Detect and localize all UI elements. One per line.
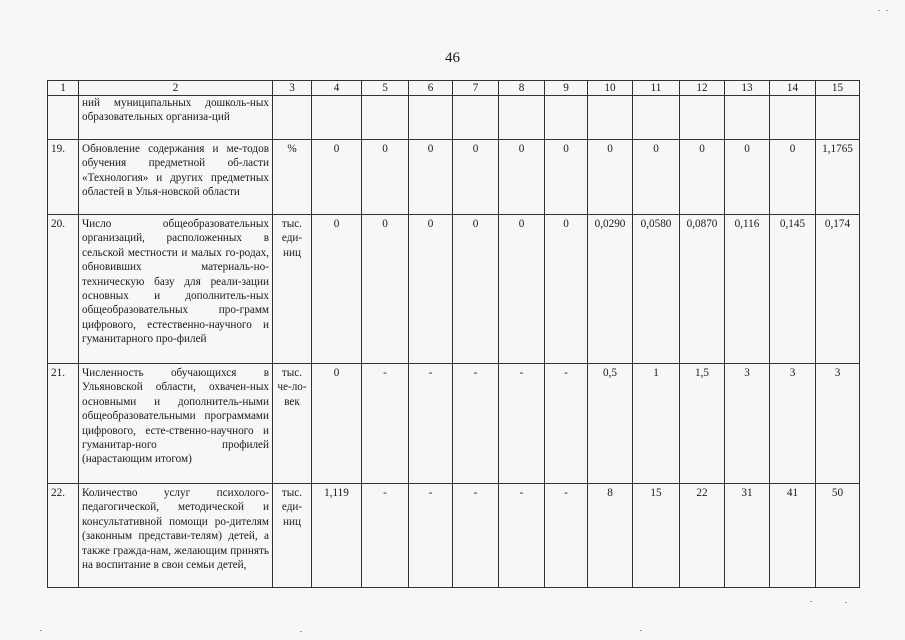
column-header-6: 6 xyxy=(409,81,453,96)
value-cell: 0,145 xyxy=(770,215,816,364)
value-cell: 41 xyxy=(770,484,816,588)
scan-speck xyxy=(40,630,42,631)
column-header-4: 4 xyxy=(312,81,362,96)
value-cell: 0 xyxy=(770,140,816,215)
column-header-11: 11 xyxy=(633,81,680,96)
value-cell xyxy=(499,96,545,140)
value-cell xyxy=(588,96,633,140)
value-cell xyxy=(725,96,770,140)
page-number: 46 xyxy=(445,50,460,66)
scan-speck xyxy=(845,602,847,603)
value-cell: 3 xyxy=(725,364,770,484)
unit-cell xyxy=(273,96,312,140)
value-cell xyxy=(633,96,680,140)
unit-cell: тыс. еди-ниц xyxy=(273,484,312,588)
value-cell: - xyxy=(409,484,453,588)
value-cell xyxy=(409,96,453,140)
value-cell: 0 xyxy=(312,364,362,484)
value-cell: 0 xyxy=(453,140,499,215)
value-cell: 8 xyxy=(588,484,633,588)
value-cell: - xyxy=(499,364,545,484)
column-header-7: 7 xyxy=(453,81,499,96)
unit-cell: тыс. еди-ниц xyxy=(273,215,312,364)
table-row xyxy=(48,96,860,140)
value-cell: 0 xyxy=(362,215,409,364)
value-cell: - xyxy=(545,364,588,484)
value-cell: 1,119 xyxy=(312,484,362,588)
value-cell: 0 xyxy=(725,140,770,215)
header-row xyxy=(48,81,860,96)
value-cell xyxy=(312,96,362,140)
column-header-5: 5 xyxy=(362,81,409,96)
value-cell: 1 xyxy=(633,364,680,484)
row-number xyxy=(48,96,79,140)
table-row xyxy=(48,484,860,588)
value-cell: - xyxy=(362,484,409,588)
value-cell: - xyxy=(545,484,588,588)
value-cell xyxy=(680,96,725,140)
column-header-1: 1 xyxy=(48,81,79,96)
column-header-15: 15 xyxy=(816,81,860,96)
value-cell: 0 xyxy=(312,215,362,364)
column-header-13: 13 xyxy=(725,81,770,96)
value-cell: 3 xyxy=(770,364,816,484)
scan-speck xyxy=(640,630,642,631)
value-cell: 0 xyxy=(545,215,588,364)
indicator-description: Число общеобразовательных организаций, расположенных в сельской местности и малых го-родах, обновивших материаль-но-техническую базу для реали-зации основных и дополнитель-ных общеобразовательных про-грамм цифрового, естественно-научного и гуманитарного про-филей xyxy=(79,215,273,364)
value-cell: 0 xyxy=(409,140,453,215)
value-cell: 1,1765 xyxy=(816,140,860,215)
row-number: 19. xyxy=(48,140,79,215)
value-cell xyxy=(453,96,499,140)
value-cell: - xyxy=(453,364,499,484)
value-cell: 0,0870 xyxy=(680,215,725,364)
value-cell: 0 xyxy=(409,215,453,364)
value-cell: 15 xyxy=(633,484,680,588)
value-cell: - xyxy=(362,364,409,484)
value-cell: - xyxy=(499,484,545,588)
scan-speck xyxy=(810,601,812,602)
unit-cell: тыс. че-ло-век xyxy=(273,364,312,484)
value-cell: 31 xyxy=(725,484,770,588)
value-cell: 0,116 xyxy=(725,215,770,364)
scan-speck xyxy=(300,631,302,632)
row-number: 22. xyxy=(48,484,79,588)
indicator-description: ний муниципальных дошколь-ных образовательных организа-ций xyxy=(79,96,273,140)
table-row xyxy=(48,140,860,215)
value-cell: 0 xyxy=(499,140,545,215)
table-row xyxy=(48,215,860,364)
value-cell: 0,0580 xyxy=(633,215,680,364)
value-cell: 50 xyxy=(816,484,860,588)
indicators-table xyxy=(47,80,860,588)
column-header-9: 9 xyxy=(545,81,588,96)
indicator-description: Количество услуг психолого-педагогической, методической и консультативной помощи ро-дителям (законным представи-телям) детей, а также гражда-нам, желающим принять на воспитание в свои семьи детей, xyxy=(79,484,273,588)
value-cell: 0 xyxy=(680,140,725,215)
value-cell: 0 xyxy=(362,140,409,215)
value-cell: 0 xyxy=(312,140,362,215)
scan-speck xyxy=(878,10,880,11)
value-cell: 1,5 xyxy=(680,364,725,484)
indicator-description: Численность обучающихся в Ульяновской области, охвачен-ных основными и дополнитель-ными общеобразовательными программами цифрового, есте-ственно-научного и гуманитар-ного профилей (нарастающим итогом) xyxy=(79,364,273,484)
value-cell: - xyxy=(409,364,453,484)
value-cell: 0,5 xyxy=(588,364,633,484)
table-row xyxy=(48,364,860,484)
column-header-14: 14 xyxy=(770,81,816,96)
value-cell xyxy=(770,96,816,140)
value-cell xyxy=(545,96,588,140)
row-number: 21. xyxy=(48,364,79,484)
value-cell: 3 xyxy=(816,364,860,484)
column-header-8: 8 xyxy=(499,81,545,96)
value-cell: - xyxy=(453,484,499,588)
column-header-2: 2 xyxy=(79,81,273,96)
value-cell xyxy=(362,96,409,140)
value-cell: 0,174 xyxy=(816,215,860,364)
value-cell: 0 xyxy=(588,140,633,215)
scan-speck xyxy=(886,10,888,11)
value-cell xyxy=(816,96,860,140)
value-cell: 22 xyxy=(680,484,725,588)
column-header-12: 12 xyxy=(680,81,725,96)
row-number: 20. xyxy=(48,215,79,364)
value-cell: 0 xyxy=(545,140,588,215)
value-cell: 0,0290 xyxy=(588,215,633,364)
column-header-10: 10 xyxy=(588,81,633,96)
value-cell: 0 xyxy=(499,215,545,364)
indicator-description: Обновление содержания и ме-тодов обучения предметной об-ласти «Технология» и других предметных областей в Улья-новской области xyxy=(79,140,273,215)
value-cell: 0 xyxy=(633,140,680,215)
column-header-3: 3 xyxy=(273,81,312,96)
unit-cell: % xyxy=(273,140,312,215)
value-cell: 0 xyxy=(453,215,499,364)
